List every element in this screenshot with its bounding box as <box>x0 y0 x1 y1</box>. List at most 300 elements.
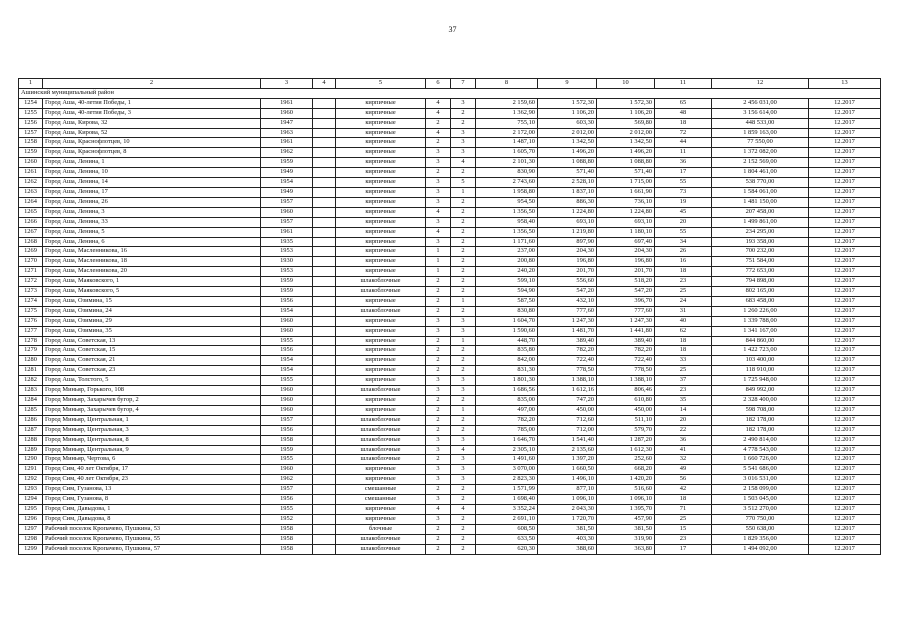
row-number: 1275 <box>19 306 43 316</box>
residents-cell: 37 <box>655 376 712 386</box>
blank-cell <box>313 316 336 326</box>
area-cell: 1 837,10 <box>538 187 597 197</box>
area-cell: 1 088,80 <box>597 158 655 168</box>
floors-cell: 2 <box>426 346 451 356</box>
total-area-cell: 842,00 <box>476 356 538 366</box>
deadline-cell: 12.2017 <box>809 485 881 495</box>
area-cell: 381,50 <box>538 524 597 534</box>
wall-material-cell: кирпичные <box>336 346 426 356</box>
blank-cell <box>313 534 336 544</box>
total-area-cell: 1 571,99 <box>476 485 538 495</box>
wall-material-cell: шлакоблочные <box>336 455 426 465</box>
address-cell: Город Аша, Озимина, 35 <box>43 326 261 336</box>
blank-cell <box>313 336 336 346</box>
column-header: 9 <box>538 79 597 89</box>
year-cell: 1930 <box>261 257 313 267</box>
row-number: 1272 <box>19 277 43 287</box>
cost-cell: 3 016 531,00 <box>712 475 809 485</box>
deadline-cell: 12.2017 <box>809 257 881 267</box>
table-row <box>19 415 881 425</box>
area-cell: 1 541,40 <box>538 435 597 445</box>
entrances-cell: 2 <box>451 108 476 118</box>
deadline-cell: 12.2017 <box>809 197 881 207</box>
blank-cell <box>313 108 336 118</box>
row-number: 1296 <box>19 514 43 524</box>
entrances-cell: 3 <box>451 138 476 148</box>
wall-material-cell: кирпичные <box>336 108 426 118</box>
cost-cell: 772 653,00 <box>712 267 809 277</box>
total-area-cell: 497,00 <box>476 405 538 415</box>
area-cell: 1 572,30 <box>538 98 597 108</box>
wall-material-cell: кирпичные <box>336 396 426 406</box>
table-row <box>19 485 881 495</box>
wall-material-cell: кирпичные <box>336 128 426 138</box>
address-cell: Город Аша, Кирова, 52 <box>43 128 261 138</box>
floors-cell: 3 <box>426 237 451 247</box>
area-cell: 2 012,00 <box>538 128 597 138</box>
row-number: 1276 <box>19 316 43 326</box>
year-cell: 1960 <box>261 316 313 326</box>
year-cell: 1960 <box>261 405 313 415</box>
deadline-cell: 12.2017 <box>809 445 881 455</box>
residents-cell: 71 <box>655 504 712 514</box>
address-cell: Город Миньяр, Центральная, 8 <box>43 435 261 445</box>
area-cell: 1 287,20 <box>597 435 655 445</box>
floors-cell: 4 <box>426 98 451 108</box>
floors-cell: 1 <box>426 247 451 257</box>
area-cell: 196,80 <box>597 257 655 267</box>
deadline-cell: 12.2017 <box>809 227 881 237</box>
residents-cell: 23 <box>655 277 712 287</box>
year-cell: 1957 <box>261 415 313 425</box>
year-cell: 1962 <box>261 475 313 485</box>
area-cell: 201,70 <box>597 267 655 277</box>
address-cell: Город Аша, Советская, 13 <box>43 336 261 346</box>
cost-cell: 5 541 686,00 <box>712 465 809 475</box>
year-cell: 1959 <box>261 158 313 168</box>
deadline-cell: 12.2017 <box>809 386 881 396</box>
row-number: 1280 <box>19 356 43 366</box>
year-cell: 1957 <box>261 217 313 227</box>
floors-cell: 3 <box>426 435 451 445</box>
blank-cell <box>313 98 336 108</box>
area-cell: 1 096,10 <box>538 495 597 505</box>
wall-material-cell: шлакоблочные <box>336 415 426 425</box>
table-row <box>19 148 881 158</box>
residents-cell: 19 <box>655 197 712 207</box>
blank-cell <box>313 514 336 524</box>
deadline-cell: 12.2017 <box>809 415 881 425</box>
total-area-cell: 830,80 <box>476 306 538 316</box>
table-row <box>19 455 881 465</box>
floors-cell: 3 <box>426 187 451 197</box>
deadline-cell: 12.2017 <box>809 475 881 485</box>
table-row <box>19 514 881 524</box>
floors-cell: 2 <box>426 544 451 554</box>
table-row <box>19 356 881 366</box>
address-cell: Рабочий поселок Кропачево, Пушкина, 53 <box>43 524 261 534</box>
floors-cell: 3 <box>426 475 451 485</box>
column-header: 10 <box>597 79 655 89</box>
area-cell: 547,20 <box>597 287 655 297</box>
residents-cell: 26 <box>655 247 712 257</box>
deadline-cell: 12.2017 <box>809 168 881 178</box>
deadline-cell: 12.2017 <box>809 396 881 406</box>
floors-cell: 4 <box>426 128 451 138</box>
wall-material-cell: кирпичные <box>336 178 426 188</box>
area-cell: 450,00 <box>597 405 655 415</box>
entrances-cell: 1 <box>451 405 476 415</box>
blank-cell <box>313 118 336 128</box>
residents-cell: 20 <box>655 217 712 227</box>
area-cell: 877,10 <box>538 485 597 495</box>
table-row <box>19 168 881 178</box>
floors-cell: 1 <box>426 257 451 267</box>
entrances-cell: 3 <box>451 98 476 108</box>
residents-cell: 33 <box>655 356 712 366</box>
area-cell: 693,10 <box>538 217 597 227</box>
table-row <box>19 425 881 435</box>
table-row <box>19 376 881 386</box>
table-row <box>19 336 881 346</box>
cost-cell: 182 178,00 <box>712 425 809 435</box>
cost-cell: 1 494 092,00 <box>712 544 809 554</box>
cost-cell: 1 499 861,00 <box>712 217 809 227</box>
address-cell: Город Сим, 40 лет Октября, 23 <box>43 475 261 485</box>
year-cell: 1955 <box>261 336 313 346</box>
floors-cell: 2 <box>426 277 451 287</box>
table-row <box>19 316 881 326</box>
deadline-cell: 12.2017 <box>809 544 881 554</box>
residents-cell: 35 <box>655 396 712 406</box>
wall-material-cell: кирпичные <box>336 187 426 197</box>
entrances-cell: 2 <box>451 495 476 505</box>
cost-cell: 193 358,00 <box>712 237 809 247</box>
row-number: 1263 <box>19 187 43 197</box>
year-cell: 1960 <box>261 207 313 217</box>
floors-cell: 3 <box>426 158 451 168</box>
entrances-cell: 2 <box>451 425 476 435</box>
total-area-cell: 2 101,30 <box>476 158 538 168</box>
table-row <box>19 524 881 534</box>
wall-material-cell: кирпичные <box>336 257 426 267</box>
area-cell: 457,90 <box>597 514 655 524</box>
cost-cell: 234 295,00 <box>712 227 809 237</box>
year-cell: 1955 <box>261 376 313 386</box>
blank-cell <box>313 247 336 257</box>
blank-cell <box>313 187 336 197</box>
blank-cell <box>313 386 336 396</box>
row-number: 1299 <box>19 544 43 554</box>
table-row <box>19 187 881 197</box>
table-row <box>19 475 881 485</box>
area-cell: 1 224,80 <box>538 207 597 217</box>
floors-cell: 2 <box>426 396 451 406</box>
floors-cell: 3 <box>426 514 451 524</box>
area-cell: 778,50 <box>538 366 597 376</box>
deadline-cell: 12.2017 <box>809 455 881 465</box>
row-number: 1271 <box>19 267 43 277</box>
address-cell: Город Аша, Масленникова, 16 <box>43 247 261 257</box>
area-cell: 747,20 <box>538 396 597 406</box>
cost-cell: 2 490 814,00 <box>712 435 809 445</box>
cost-cell: 448 533,00 <box>712 118 809 128</box>
floors-cell: 2 <box>426 524 451 534</box>
table-row <box>19 326 881 336</box>
area-cell: 1 247,30 <box>538 316 597 326</box>
residents-cell: 42 <box>655 485 712 495</box>
entrances-cell: 2 <box>451 287 476 297</box>
year-cell: 1956 <box>261 495 313 505</box>
address-cell: Город Миньяр, Чертова, 6 <box>43 455 261 465</box>
entrances-cell: 2 <box>451 237 476 247</box>
wall-material-cell: кирпичные <box>336 366 426 376</box>
row-number: 1298 <box>19 534 43 544</box>
cost-cell: 2 158 099,00 <box>712 485 809 495</box>
blank-cell <box>313 504 336 514</box>
total-area-cell: 958,40 <box>476 217 538 227</box>
deadline-cell: 12.2017 <box>809 524 881 534</box>
cost-cell: 550 638,00 <box>712 524 809 534</box>
row-number: 1281 <box>19 366 43 376</box>
column-header: 5 <box>336 79 426 89</box>
total-area-cell: 785,00 <box>476 425 538 435</box>
blank-cell <box>313 207 336 217</box>
blank-cell <box>313 267 336 277</box>
floors-cell: 2 <box>426 168 451 178</box>
area-cell: 252,60 <box>597 455 655 465</box>
total-area-cell: 608,50 <box>476 524 538 534</box>
area-cell: 1 106,20 <box>597 108 655 118</box>
district-row <box>19 88 881 98</box>
cost-cell: 770 750,00 <box>712 514 809 524</box>
blank-cell <box>313 257 336 267</box>
area-cell: 777,60 <box>538 306 597 316</box>
table-row <box>19 118 881 128</box>
blank-cell <box>313 495 336 505</box>
table-row <box>19 98 881 108</box>
table-row <box>19 534 881 544</box>
area-cell: 782,20 <box>597 346 655 356</box>
deadline-cell: 12.2017 <box>809 346 881 356</box>
wall-material-cell: кирпичные <box>336 356 426 366</box>
area-cell: 2 135,60 <box>538 445 597 455</box>
table-row <box>19 504 881 514</box>
cost-cell: 598 708,00 <box>712 405 809 415</box>
deadline-cell: 12.2017 <box>809 207 881 217</box>
deadline-cell: 12.2017 <box>809 356 881 366</box>
wall-material-cell: кирпичные <box>336 98 426 108</box>
cost-cell: 1 260 226,00 <box>712 306 809 316</box>
residents-cell: 11 <box>655 148 712 158</box>
address-cell: Город Аша, Советская, 15 <box>43 346 261 356</box>
address-cell: Город Аша, Озимина, 24 <box>43 306 261 316</box>
wall-material-cell: кирпичные <box>336 376 426 386</box>
floors-cell: 3 <box>426 197 451 207</box>
district-name: Ашинский муниципальный район <box>19 88 881 98</box>
deadline-cell: 12.2017 <box>809 158 881 168</box>
year-cell: 1959 <box>261 445 313 455</box>
wall-material-cell: шлакоблочные <box>336 386 426 396</box>
table-row <box>19 158 881 168</box>
cost-cell: 1 372 082,00 <box>712 148 809 158</box>
total-area-cell: 1 356,50 <box>476 207 538 217</box>
wall-material-cell: кирпичные <box>336 514 426 524</box>
entrances-cell: 3 <box>451 435 476 445</box>
residents-cell: 18 <box>655 118 712 128</box>
total-area-cell: 1 356,50 <box>476 227 538 237</box>
row-number: 1255 <box>19 108 43 118</box>
area-cell: 1 612,16 <box>538 386 597 396</box>
address-cell: Город Сим, Давыдова, 8 <box>43 514 261 524</box>
address-cell: Город Аша, Кирова, 32 <box>43 118 261 128</box>
blank-cell <box>313 287 336 297</box>
area-cell: 1 496,20 <box>597 148 655 158</box>
blank-cell <box>313 138 336 148</box>
area-cell: 511,10 <box>597 415 655 425</box>
cost-cell: 844 860,00 <box>712 336 809 346</box>
year-cell: 1956 <box>261 425 313 435</box>
total-area-cell: 200,80 <box>476 257 538 267</box>
floors-cell: 2 <box>426 405 451 415</box>
row-number: 1266 <box>19 217 43 227</box>
area-cell: 201,70 <box>538 267 597 277</box>
entrances-cell: 2 <box>451 544 476 554</box>
area-cell: 204,30 <box>538 247 597 257</box>
year-cell: 1935 <box>261 237 313 247</box>
total-area-cell: 830,90 <box>476 168 538 178</box>
total-area-cell: 831,30 <box>476 366 538 376</box>
blank-cell <box>313 544 336 554</box>
total-area-cell: 1 171,60 <box>476 237 538 247</box>
residents-cell: 49 <box>655 465 712 475</box>
cost-cell: 1 859 163,00 <box>712 128 809 138</box>
total-area-cell: 782,20 <box>476 415 538 425</box>
total-area-cell: 2 691,10 <box>476 514 538 524</box>
total-area-cell: 1 686,56 <box>476 386 538 396</box>
wall-material-cell: смешанные <box>336 485 426 495</box>
floors-cell: 2 <box>426 287 451 297</box>
residents-cell: 34 <box>655 237 712 247</box>
area-cell: 1 388,10 <box>538 376 597 386</box>
residents-cell: 55 <box>655 227 712 237</box>
cost-cell: 751 584,00 <box>712 257 809 267</box>
wall-material-cell: шлакоблочные <box>336 544 426 554</box>
cost-cell: 2 328 400,00 <box>712 396 809 406</box>
entrances-cell: 1 <box>451 336 476 346</box>
table-row <box>19 178 881 188</box>
row-number: 1267 <box>19 227 43 237</box>
area-cell: 1 441,80 <box>597 326 655 336</box>
entrances-cell: 3 <box>451 316 476 326</box>
table-row <box>19 217 881 227</box>
year-cell: 1956 <box>261 346 313 356</box>
year-cell: 1954 <box>261 178 313 188</box>
row-number: 1268 <box>19 237 43 247</box>
row-number: 1288 <box>19 435 43 445</box>
row-number: 1256 <box>19 118 43 128</box>
wall-material-cell: кирпичные <box>336 237 426 247</box>
address-cell: Город Аша, 40-летия Победы, 3 <box>43 108 261 118</box>
total-area-cell: 1 604,70 <box>476 316 538 326</box>
deadline-cell: 12.2017 <box>809 376 881 386</box>
total-area-cell: 1 491,60 <box>476 455 538 465</box>
area-cell: 1 224,80 <box>597 207 655 217</box>
wall-material-cell: кирпичные <box>336 158 426 168</box>
cost-cell: 182 178,00 <box>712 415 809 425</box>
entrances-cell: 3 <box>451 386 476 396</box>
area-cell: 1 397,20 <box>538 455 597 465</box>
page-number: 37 <box>448 25 457 34</box>
area-cell: 697,40 <box>597 237 655 247</box>
address-cell: Город Сим, Гузанова, 8 <box>43 495 261 505</box>
year-cell: 1958 <box>261 534 313 544</box>
cost-cell: 77 550,00 <box>712 138 809 148</box>
row-number: 1277 <box>19 326 43 336</box>
area-cell: 777,60 <box>597 306 655 316</box>
row-number: 1259 <box>19 148 43 158</box>
table-row <box>19 346 881 356</box>
entrances-cell: 3 <box>451 455 476 465</box>
entrances-cell: 4 <box>451 504 476 514</box>
area-cell: 516,60 <box>597 485 655 495</box>
table-row <box>19 277 881 287</box>
blank-cell <box>313 396 336 406</box>
area-cell: 1 180,10 <box>597 227 655 237</box>
row-number: 1260 <box>19 158 43 168</box>
table-row <box>19 138 881 148</box>
cost-cell: 103 400,00 <box>712 356 809 366</box>
entrances-cell: 2 <box>451 207 476 217</box>
area-cell: 722,40 <box>597 356 655 366</box>
address-cell: Город Миньяр, Горького, 108 <box>43 386 261 396</box>
address-cell: Рабочий поселок Кропачево, Пушкина, 55 <box>43 534 261 544</box>
column-header: 2 <box>43 79 261 89</box>
wall-material-cell: кирпичные <box>336 475 426 485</box>
wall-material-cell: шлакоблочные <box>336 306 426 316</box>
cost-cell: 538 770,00 <box>712 178 809 188</box>
address-cell: Город Аша, Масленникова, 20 <box>43 267 261 277</box>
residents-cell: 17 <box>655 544 712 554</box>
residents-cell: 22 <box>655 425 712 435</box>
address-cell: Город Аша, Масленникова, 18 <box>43 257 261 267</box>
deadline-cell: 12.2017 <box>809 514 881 524</box>
address-cell: Город Миньяр, Центральная, 1 <box>43 415 261 425</box>
year-cell: 1959 <box>261 287 313 297</box>
area-cell: 571,40 <box>597 168 655 178</box>
total-area-cell: 620,30 <box>476 544 538 554</box>
area-cell: 1 720,70 <box>538 514 597 524</box>
address-cell: Город Аша, Ленина, 3 <box>43 207 261 217</box>
blank-cell <box>313 346 336 356</box>
table-row <box>19 197 881 207</box>
floors-cell: 4 <box>426 504 451 514</box>
floors-cell: 2 <box>426 118 451 128</box>
blank-cell <box>313 277 336 287</box>
entrances-cell: 2 <box>451 356 476 366</box>
wall-material-cell: блочные <box>336 524 426 534</box>
entrances-cell: 2 <box>451 277 476 287</box>
blank-cell <box>313 128 336 138</box>
area-cell: 432,10 <box>538 296 597 306</box>
address-cell: Рабочий поселок Кропачево, Пушкина, 57 <box>43 544 261 554</box>
entrances-cell: 3 <box>451 475 476 485</box>
address-cell: Город Аша, Толстого, 5 <box>43 376 261 386</box>
floors-cell: 3 <box>426 376 451 386</box>
floors-cell: 2 <box>426 336 451 346</box>
year-cell: 1949 <box>261 168 313 178</box>
area-cell: 1 661,90 <box>597 187 655 197</box>
